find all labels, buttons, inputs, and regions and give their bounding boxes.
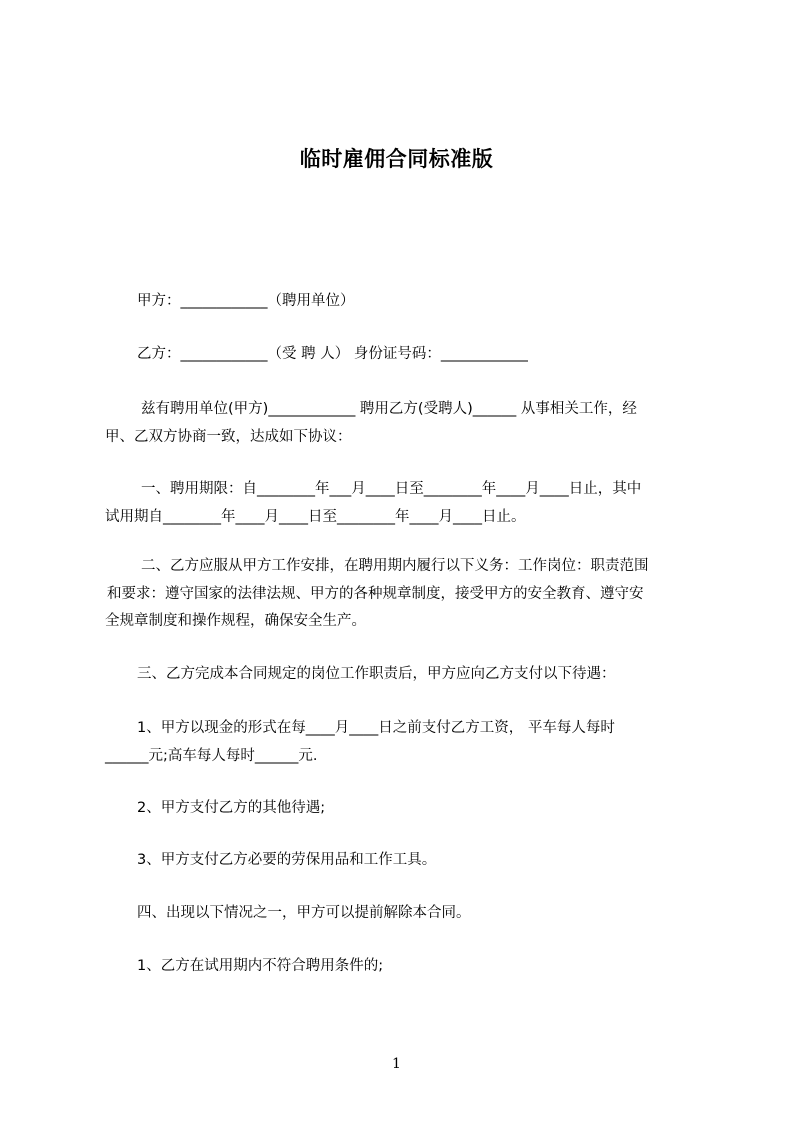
page-number: 1 [392,1056,401,1072]
preamble-line-1: 兹有聘用单位(甲方)____________ 聘用乙方(受聘人)______ 从事相关工作，经 [141,401,637,417]
party-a-line: 甲方：____________（聘用单位） [137,293,355,309]
document-title: 临时雇佣合同标准版 [299,147,494,171]
party-b-line: 乙方：____________（受 聘 人） 身份证号码：____________ [137,346,528,362]
clause-2-line-2: 和要求：遵守国家的法律法规、甲方的各种规章制度，接受甲方的安全教育、遵守安 [107,586,644,602]
clause-3-item-1-line-2: ______元;高车每人每时______元. [105,748,318,764]
clause-1-line-2: 试用期自________年____月____日至________年____月____日止。 [105,509,526,525]
clause-3-item-3: 3、甲方支付乙方必要的劳保用品和工作工具。 [137,852,437,868]
clause-3-item-1-line-1: 1、甲方以现金的形式在每____月____日之前支付乙方工资， 平车每人每时 [137,720,615,736]
clause-4-item-1: 1、乙方在试用期内不符合聘用条件的; [137,958,384,974]
clause-3-heading: 三、乙方完成本合同规定的岗位工作职责后，甲方应向乙方支付以下待遇： [137,666,616,682]
clause-4-heading: 四、出现以下情况之一，甲方可以提前解除本合同。 [137,905,471,921]
clause-1-line-1: 一、聘用期限：自________年___月____日至________年____月____日止，其中 [141,481,642,497]
clause-2-line-1: 二、乙方应服从甲方工作安排，在聘用期内履行以下义务：工作岗位：职责范围 [141,558,649,574]
clause-3-item-2: 2、甲方支付乙方的其他待遇; [137,800,326,816]
preamble-line-2: 甲、乙双方协商一致，达成如下协议： [105,429,352,445]
clause-2-line-3: 全规章制度和操作规程，确保安全生产。 [105,613,366,629]
